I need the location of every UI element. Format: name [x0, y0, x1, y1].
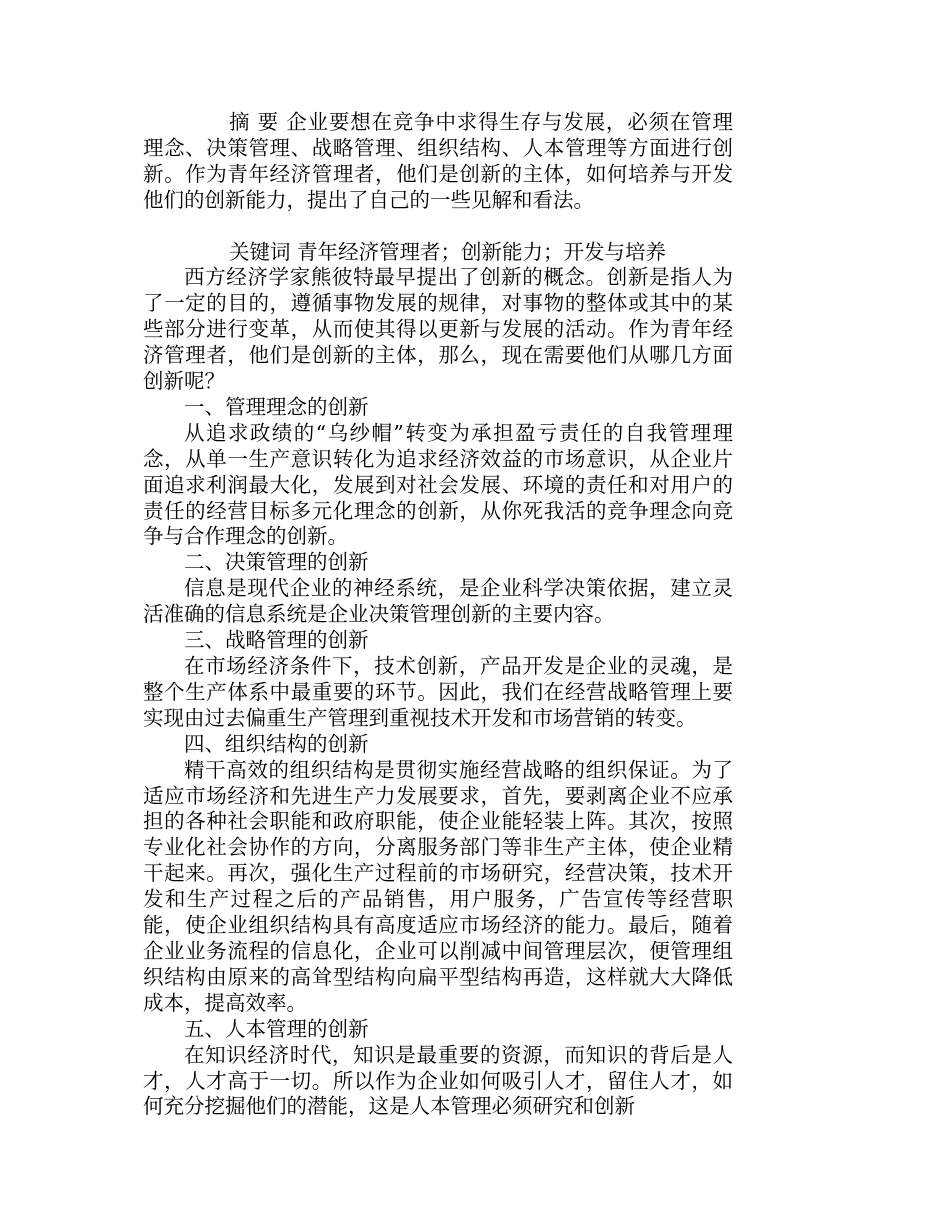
section-body-3: 在市场经济条件下，技术创新，产品开发是企业的灵魂，是整个生产体系中最重要的环节。因此，我们在经营战略管理上要实现由过去偏重生产管理到重视技术开发和市场营销的转变。 [143, 654, 733, 730]
abstract-paragraph: 摘 要 企业要想在竞争中求得生存与发展，必须在管理理念、决策管理、战略管理、组织结构、人本管理等方面进行创新。作为青年经济管理者，他们是创新的主体，如何培养与开发他们的创新能力，提出了自己的一些见解和看法。 [143, 110, 733, 212]
section-heading-2: 二、决策管理的创新 [184, 550, 369, 575]
section-body-4: 精干高效的组织结构是贯彻实施经营战略的组织保证。为了适应市场经济和先进生产力发展要求，首先，要剥离企业不应承担的各种社会职能和政府职能，使企业能轻装上阵。其次，按照专业化社会协作的方向，分离服务部门等非生产主体，使企业精干起来。再次，强化生产过程前的市场研究，经营决策，技术开发和生产过程之后的产品销售，用户服务，广告宣传等经营职能，使企业组织结构具有高度适应市场经济的能力。最后，随着企业业务流程的信息化，企业可以削减中间管理层次，便管理组织结构由原来的高耸型结构向扁平型结构再造，这样就大大降低成本，提高效率。 [143, 757, 733, 1015]
section-heading-4: 四、组织结构的创新 [184, 731, 369, 756]
section-heading-3: 三、战略管理的创新 [184, 628, 369, 653]
article-body [143, 110, 733, 1120]
section-body-1: 从追求政绩的“乌纱帽”转变为承担盈亏责任的自我管理理念，从单一生产意识转化为追求经济效益的市场意识，从企业片面追求利润最大化，发展到对社会发展、环境的责任和对用户的责任的经营目标多元化理念的创新，从你死我活的竞争理念向竞争与合作理念的创新。 [143, 420, 733, 549]
intro-paragraph: 西方经济学家熊彼特最早提出了创新的概念。创新是指人为了一定的目的，遵循事物发展的规律，对事物的整体或其中的某些部分进行变革，从而使其得以更新与发展的活动。作为青年经济管理者，他们是创新的主体，那么，现在需要他们从哪几方面创新呢？ [143, 265, 733, 394]
section-heading-1: 一、管理理念的创新 [184, 394, 369, 419]
section-body-2: 信息是现代企业的神经系统，是企业科学决策依据，建立灵活准确的信息系统是企业决策管理创新的主要内容。 [143, 576, 733, 627]
paragraph-spacer [143, 214, 733, 240]
section-heading-5: 五、人本管理的创新 [184, 1016, 369, 1041]
section-body-5: 在知识经济时代，知识是最重要的资源，而知识的背后是人才，人才高于一切。所以作为企业如何吸引人才，留住人才，如何充分挖掘他们的潜能，这是人本管理必须研究和创新 [143, 1042, 733, 1119]
keywords-line: 关键词 青年经济管理者；创新能力；开发与培养 [229, 239, 667, 264]
